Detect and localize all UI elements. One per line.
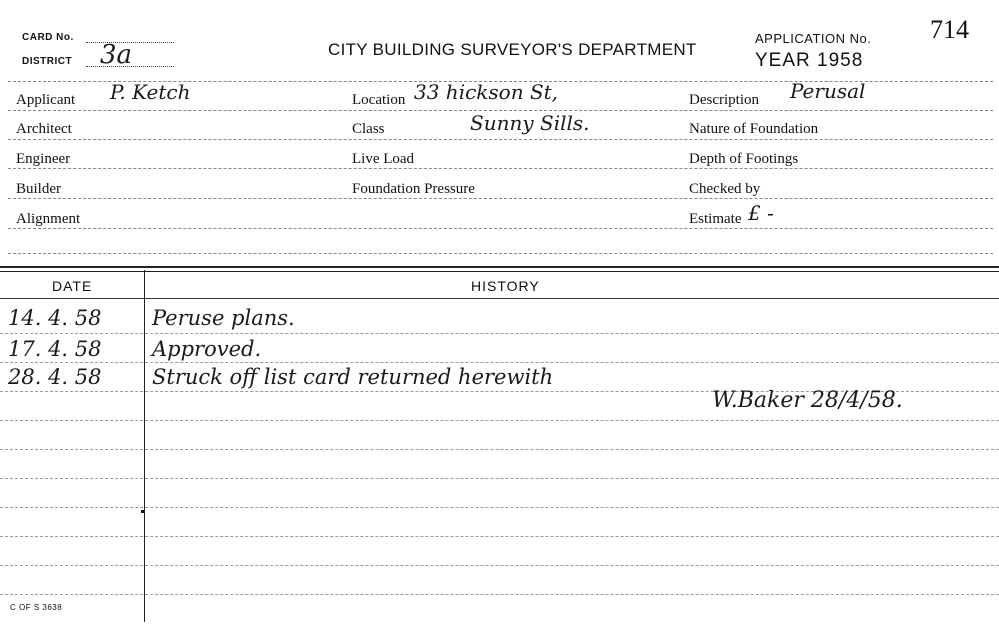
district-label: DISTRICT	[22, 56, 73, 67]
estimate-label: Estimate	[689, 211, 742, 227]
live-load-label: Live Load	[352, 151, 415, 167]
table-rule	[0, 333, 999, 334]
field-row-line	[8, 228, 993, 229]
location-value: 33 hickson St,	[414, 80, 559, 104]
date-column-header: DATE	[52, 278, 93, 294]
column-divider	[144, 270, 145, 622]
depth-of-footings-label: Depth of Footings	[689, 151, 799, 167]
nature-of-foundation-label: Nature of Foundation	[689, 121, 819, 137]
class-label: Class	[352, 121, 385, 137]
table-rule	[0, 420, 999, 421]
table-rule	[0, 507, 999, 508]
applicant-value: P. Ketch	[110, 80, 191, 104]
applicant-label: Applicant	[16, 92, 76, 108]
history-date: 28. 4. 58	[8, 365, 102, 389]
history-column-header: HISTORY	[471, 278, 540, 294]
table-top-border	[0, 266, 999, 272]
field-row-line	[8, 198, 993, 199]
history-date: 14. 4. 58	[8, 306, 102, 330]
table-header-line	[0, 298, 999, 299]
history-entry: Peruse plans.	[152, 306, 295, 330]
history-date: 17. 4. 58	[8, 337, 102, 361]
ink-speck	[141, 510, 144, 513]
description-label: Description	[689, 92, 759, 108]
architect-label: Architect	[16, 121, 72, 137]
application-label: APPLICATION No.	[755, 31, 872, 46]
card-no-label: CARD No.	[22, 32, 74, 43]
district-value: 3a	[100, 40, 133, 70]
class-value: Sunny Sills.	[470, 111, 590, 135]
table-rule	[0, 565, 999, 566]
checked-by-label: Checked by	[689, 181, 761, 197]
history-entry: Approved.	[152, 337, 262, 361]
table-rule	[0, 362, 999, 363]
signature: W.Baker 28/4/58.	[712, 388, 903, 413]
estimate-value: £ -	[748, 201, 774, 225]
table-rule	[0, 478, 999, 479]
description-value: Perusal	[790, 79, 866, 103]
table-rule	[0, 594, 999, 595]
application-number: 714	[930, 15, 969, 44]
year-label: YEAR 1958	[755, 50, 864, 71]
table-rule	[0, 449, 999, 450]
form-code: C OF S 3638	[10, 603, 63, 612]
field-row-line	[8, 168, 993, 169]
engineer-label: Engineer	[16, 151, 71, 167]
alignment-label: Alignment	[16, 211, 81, 227]
table-rule	[0, 536, 999, 537]
field-row-line	[8, 139, 993, 140]
department-title: CITY BUILDING SURVEYOR'S DEPARTMENT	[328, 40, 697, 59]
location-label: Location	[352, 92, 406, 108]
builder-label: Builder	[16, 181, 61, 197]
foundation-pressure-label: Foundation Pressure	[352, 181, 475, 197]
history-entry: Struck off list card returned herewith	[152, 365, 554, 389]
field-row-line	[8, 253, 993, 254]
